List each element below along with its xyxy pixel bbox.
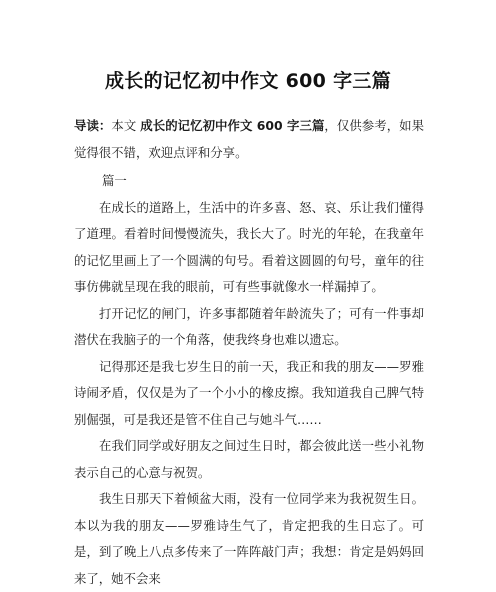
lead-prefix: 本文 <box>111 118 141 133</box>
lead-suffix: ，仅供参考，如果觉得很不错，欢迎点评和分享。 <box>74 118 424 160</box>
body-paragraph: 在成长的道路上，生活中的许多喜、怒、哀、乐让我们懂得了道理。看着时间慢慢流失，我长大了。时光的年轮，在我童年的记忆里画上了一个圆满的句号。看着这圆圆的句号，童年的往事仿佛就呈现在我的眼前，可有些事就像水一样漏掉了。 <box>74 199 424 294</box>
section-heading: 篇一 <box>102 173 127 188</box>
lead-paragraph <box>74 113 424 166</box>
body-paragraph: 在我们同学或好朋友之间过生日时，都会彼此送一些小礼物表示自己的心意与祝贺。 <box>74 438 424 480</box>
body-paragraph: 打开记忆的闸门，许多事都随着年龄流失了；可有一件事却潜伏在我脑子的一个角落，使我终身也难以遗忘。 <box>74 305 424 347</box>
body-paragraph: 我生日那天下着倾盆大雨，没有一位同学来为我祝贺生日。本以为我的朋友——罗雅诗生气了，肯定把我的生日忘了。可是，到了晚上八点多传来了一阵阵敲门声；我想：肯定是妈妈回来了，她不会来 <box>74 491 424 586</box>
lead-label: 导读： <box>74 118 112 133</box>
article-body <box>74 113 424 592</box>
article-title: 成长的记忆初中作文 600 字三篇 <box>105 70 391 92</box>
body-paragraph: 记得那还是我七岁生日的前一天，我正和我的朋友——罗雅诗闹矛盾，仅仅是为了一个小小的橡皮擦。我知道我自己脾气特别倔强，可是我还是管不住自己与她斗气…… <box>74 358 424 427</box>
lead-article-name: 成长的记忆初中作文 600 字三篇 <box>140 118 325 133</box>
